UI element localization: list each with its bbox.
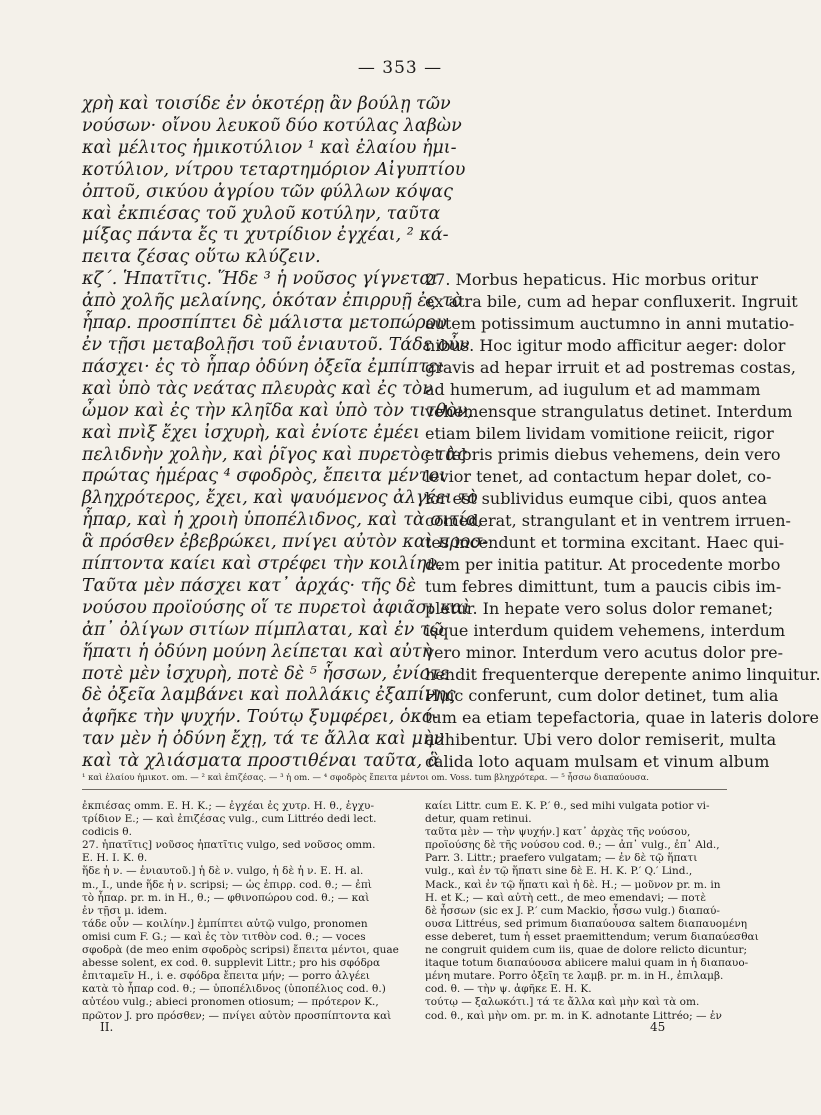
greek-line: κοτύλιον, νίτρου τεταρτημόριον Αἰγυπτίου <box>82 159 466 180</box>
latin-line: comederat, strangulant et in ventrem irruen- <box>425 511 791 531</box>
greek-line: Ταῦτα μὲν πάσχει κατ᾽ ἀρχάς· τῆς δὲ <box>82 575 417 596</box>
greek-line: καὶ τὰ χλιάσματα προστιθέναι ταῦτα, ἃ <box>82 751 440 772</box>
note-line: ουσα Littréus, sed primum διαπαύουσα saltem διαπαυομένη <box>425 917 748 930</box>
latin-line: autem potissimum auctumno in anni mutatio- <box>425 314 795 333</box>
greek-line: νούσου προϊούσης οἵ τε πυρετοὶ ἀφιᾶσι καὶ <box>82 597 470 618</box>
greek-text <box>82 94 489 773</box>
latin-line: adhibentur. Ubi vero dolor remiserit, multa <box>425 730 777 750</box>
greek-line: ἧπαρ. προσπίπτει δὲ μάλιστα μετοπώρου <box>82 313 447 334</box>
note-line: τὸ ἧπαρ. pr. m. in H., θ.; — φθινοπώρου cod. θ.; — καὶ <box>82 891 370 904</box>
note-line: m., I., unde ἥδε ἡ ν. scripsi; — ὡς ἐπιρρ. cod. θ.; — ἐπὶ <box>82 878 372 891</box>
greek-line: ἀπ᾽ ὀλίγων σιτίων πίμπλαται, καὶ ἐν τῷ <box>82 619 444 640</box>
greek-line: δὲ ὀξεῖα λαμβάνει καὶ πολλάκις ἐξαπίνης <box>82 685 456 706</box>
latin-line: gravis ad hepar irruit et ad postremas costas, <box>425 357 796 377</box>
greek-line: ὦμον καὶ ἐς τὴν κληῖδα καὶ ὑπὸ τὸν τιτθὸν, <box>82 400 473 421</box>
greek-line: ὀπτοῦ, σικύου ἀγρίου τῶν φύλλων κόψας <box>82 181 453 202</box>
note-line: αὐτέου vulg.; abieci pronomen otiosum; — πρότερον K., <box>82 996 379 1009</box>
note-line: ne congruit quidem cum iis, quae de dolore relicto dicuntur; <box>425 944 748 957</box>
greek-line: ἥπατι ἡ ὀδύνη μούνη λείπεται καὶ αὐτὴ <box>82 641 433 662</box>
latin-text <box>425 269 821 773</box>
latin-line: ad humerum, ad iugulum et ad mammam <box>425 379 761 399</box>
latin-line: etiam bilem lividam vomitione reiicit, rigor <box>425 423 774 443</box>
note-line: πρῶτον J. pro πρόσθεν; — πνίγει αὐτὸν προσπίπτοντα καὶ <box>82 1009 392 1022</box>
latin-line: tum febres dimittunt, tum a paucis cibis im- <box>425 576 782 596</box>
note-line: E. H. I. K. θ. <box>82 852 148 865</box>
critical-notes-left <box>82 800 397 1023</box>
greek-line: κζ΄. Ἡπατῖτις. Ἥδε ³ ἡ νοῦσος γίγνεται <box>82 269 439 290</box>
note-line: vulg., καὶ ἐν τῷ ἥπατι sine δὲ E. H. K. P.′ Q.′ Lind., <box>425 865 693 878</box>
greek-line: χρὴ καὶ τοισίδε ἐν ὁκοτέρῃ ἂν βούλῃ τῶν <box>82 94 451 114</box>
greek-line: βληχρότερος, ἔχει, καὶ ψαυόμενος ἀλγέει τὸ <box>82 488 478 509</box>
footnote-line: ¹ καὶ ἐλαίου ἡμικοτ. om. — ² καὶ ἐπιζέσας. — ³ ἡ om. — ⁴ σφοδρὸς ἔπειτα μέντοι om. Voss. tum βληχρότερα. — ⁵ ἧσσω διαπαύουσα. <box>82 773 650 783</box>
signature-mark: II. <box>100 1020 114 1034</box>
latin-line: lor est sublividus eumque cibi, quos antea <box>425 489 768 509</box>
divider <box>82 789 727 790</box>
greek-column <box>82 94 489 773</box>
latin-line: hendit frequenterque derepente animo linquitur. <box>425 664 821 684</box>
latin-line: dem per initia patitur. At procedente morbo <box>425 554 781 574</box>
latin-line: ex atra bile, cum ad hepar confluxerit. Ingruit <box>425 292 798 312</box>
note-line: καίει Littr. cum E. K. P.′ θ., sed mihi vulgata potior vi- <box>425 800 710 812</box>
note-line: detur, quam retinui. <box>425 813 532 826</box>
note-line: τρίδιον E.; — καὶ ἐπιζέσας vulg., cum Littréo dedi lect. <box>82 813 377 826</box>
note-line: τούτῳ — ξαλωκότι.] τά τε ἄλλα καὶ μὴν καὶ τὰ om. <box>425 996 700 1009</box>
critical-notes-right <box>425 800 759 1023</box>
greek-line: καὶ ὑπὸ τὰς νεάτας πλευρὰς καὶ ἐς τὸν <box>82 378 433 399</box>
greek-line: πάσχει· ἐς τὸ ἧπαρ ὀδύνη ὀξεῖα ἐμπίπτει <box>82 356 445 377</box>
note-line: ἐν τῇσι μ. idem. <box>82 904 168 917</box>
latin-line: pletur. In hepate vero solus dolor remanet; <box>425 598 774 618</box>
latin-line: tes incendunt et tormina excitant. Haec qui- <box>425 533 785 553</box>
note-line: Parr. 3. Littr.; praefero vulgatam; — ἐν δὲ τῷ ἥπατι <box>425 852 698 865</box>
note-line: ἐπιταμεῖν H., i. e. σφόδρα ἔπειτα μήν; — porro ἀλγέει <box>82 970 370 983</box>
note-line: esse deberet, tum ἡ esset praemittendum; verum διαπαύεσθαι <box>425 930 759 943</box>
note-line: ἥδε ἡ ν. — ἐνιαυτοῦ.] ἡ δὲ ν. vulgo, ἡ δὲ ἡ ν. E. H. al. <box>82 865 364 878</box>
note-line: δὲ ἧσσων (sic ex J. P.′ cum Mackio, ἧσσω vulg.) διαπαύ- <box>425 904 720 917</box>
note-line: omisi cum F. G.; — καὶ ἐς τὸν τιτθὸν cod. θ.; — voces <box>82 930 366 943</box>
greek-line: ταν μὲν ἡ ὀδύνη ἔχῃ, τά τε ἄλλα καὶ μὴν <box>82 729 445 750</box>
folio-number: 45 <box>650 1020 666 1034</box>
note-line: τάδε οὖν — κοιλίην.] ἐμπίπτει αὐτῷ vulgo, pronomen <box>82 917 368 930</box>
latin-line: et febris primis diebus vehemens, dein vero <box>425 445 781 465</box>
greek-line: ἃ πρόσθεν ἐβεβρώκει, πνίγει αὐτὸν καὶ προσ- <box>82 532 489 553</box>
greek-line: πειτα ζέσας οὕτω κλύζειν. <box>82 247 321 268</box>
note-line: Mack., καὶ ἐν τῷ ἥπατι καὶ ἡ δὲ. H.; — μοῦνον pr. m. in <box>425 878 721 891</box>
latin-line: vehemensque strangulatus detinet. Interdum <box>425 401 793 421</box>
greek-line: καὶ ἐκπιέσας τοῦ χυλοῦ κοτύλην, ταῦτα <box>82 203 441 224</box>
greek-line: καὶ πνὶξ ἔχει ἰσχυρὴ, καὶ ἐνίοτε ἐμέει <box>82 422 420 443</box>
latin-line: tum ea etiam tepefactoria, quae in lateris dolore <box>425 708 819 728</box>
note-line: cod. θ., καὶ μὴν om. pr. m. in K. adnotante Littréo; — ἐν <box>425 1009 722 1022</box>
latin-line: isque interdum quidem vehemens, interdum <box>425 620 786 640</box>
latin-line: nibus. Hoc igitur modo afficitur aeger: dolor <box>425 335 786 355</box>
greek-line: πελιδνὴν χολὴν, καὶ ῥῖγος καὶ πυρετὸς τὰς <box>82 444 467 465</box>
latin-line: Huic conferunt, cum dolor detinet, tum alia <box>425 686 779 706</box>
latin-line: calida loto aquam mulsam et vinum album <box>425 752 770 772</box>
note-line: 27. ἡπατῖτις] νοῦσος ἡπατῖτις vulgo, sed νοῦσος omm. <box>82 839 376 852</box>
note-line: cod. θ. — τὴν ψ. ἀφῆκε E. H. K. <box>425 983 592 996</box>
note-line: itaque totum διαπαύουσα abiicere malui quam in ἡ διαπαυο- <box>425 957 749 970</box>
latin-line: levior tenet, ad contactum hepar dolet, co- <box>425 467 772 487</box>
note-line: μένη mutare. Porro ὀξεῖη τε λαμβ. pr. m. in H., ἐπιλαμβ. <box>425 970 724 983</box>
note-line: κατὰ τὸ ἧπαρ cod. θ.; — ὑποπέλιδνος (ὑποπέλιος cod. θ.) <box>82 983 386 996</box>
note-line: προϊούσης δὲ τῆς νούσου cod. θ.; — ἀπ᾽ vulg., ἐπ᾽ Ald., <box>425 839 720 852</box>
greek-line: νούσων· οἴνου λευκοῦ δύο κοτύλας λαβὼν <box>82 115 462 136</box>
greek-line: καὶ μέλιτος ἡμικοτύλιον ¹ καὶ ἐλαίου ἡμι- <box>82 137 457 158</box>
greek-line: ποτὲ μὲν ἰσχυρὴ, ποτὲ δὲ ⁵ ἧσσων, ἐνίοτε <box>82 663 450 684</box>
page-number: — 353 — <box>357 58 443 78</box>
greek-line: ἀπὸ χολῆς μελαίνης, ὁκόταν ἐπιρρυῇ ἐς τὸ <box>82 291 463 312</box>
greek-line: ἐν τῇσι μεταβολῇσι τοῦ ἐνιαυτοῦ. Τάδε οὖν <box>82 334 470 355</box>
greek-line: πίπτοντα καίει καὶ στρέφει τὴν κοιλίην. <box>82 554 443 575</box>
greek-line: ἧπαρ, καὶ ἡ χροιὴ ὑποπέλιδνος, καὶ τὰ σιτία, <box>82 510 483 531</box>
note-line: ἐκπιέσας omm. E. H. K.; — ἐγχέαι ἐς χυτρ. H. θ., ἐγχυ- <box>82 800 374 812</box>
note-line: H. et K.; — καὶ αὐτὴ cett., de meo emendavi; — ποτὲ <box>425 891 706 904</box>
note-line: σφοδρὰ (de meo enim σφοδρὸς scripsi) ἔπειτα μέντοι, quae <box>82 944 399 957</box>
latin-line: 27. Morbus hepaticus. Hic morbus oritur <box>425 270 758 290</box>
note-line: ταῦτα μὲν — τὴν ψυχήν.] κατ᾽ ἀρχὰς τῆς νούσου, <box>425 826 691 839</box>
greek-line: ἀφῆκε τὴν ψυχήν. Τούτῳ ξυμφέρει, ὁκό- <box>82 707 439 728</box>
note-line: abesse solent, ex cod. θ. supplevit Littr.; pro his σφόδρα <box>82 957 381 970</box>
note-line: codicis θ. <box>82 826 132 839</box>
latin-column <box>425 94 821 773</box>
latin-line: vero minor. Interdum vero acutus dolor pre- <box>425 642 783 662</box>
greek-line: μίξας πάντα ἔς τι χυτρίδιον ἐγχέαι, ² κά- <box>82 225 449 246</box>
greek-line: πρώτας ἡμέρας ⁴ σφοδρὸς, ἔπειτα μέντοι <box>82 466 446 487</box>
